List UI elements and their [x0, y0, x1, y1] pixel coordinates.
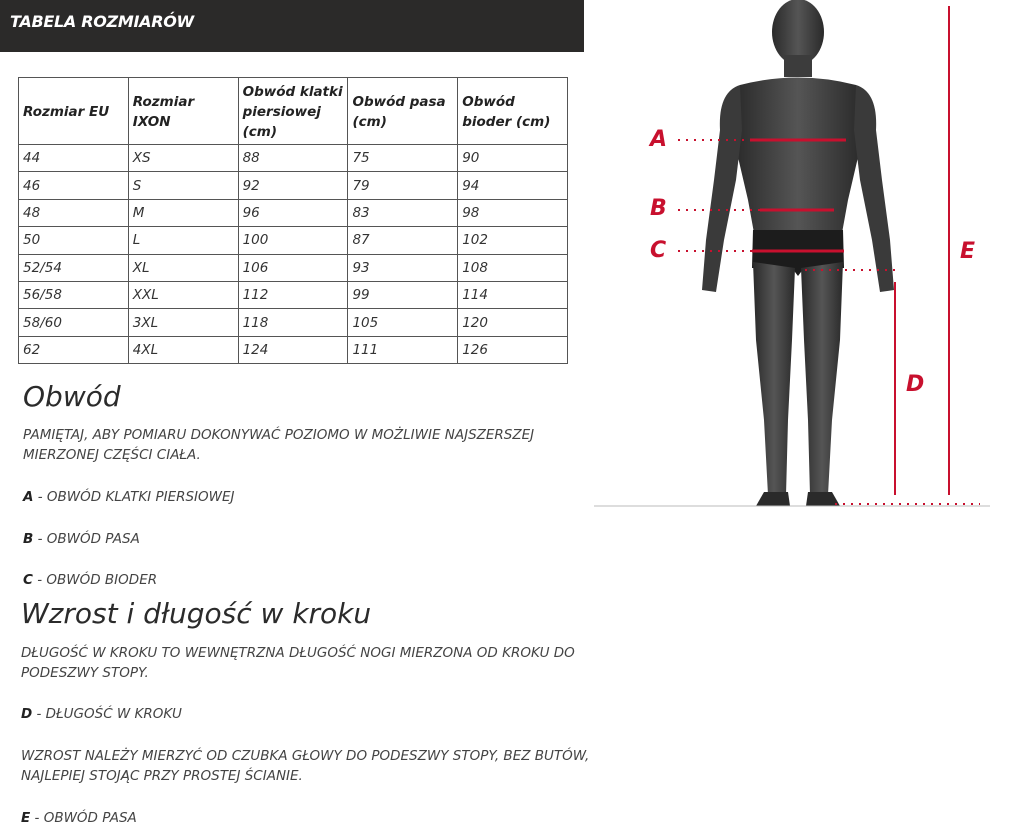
body-measurement-figure	[590, 0, 1031, 520]
column-header-eu-size: Rozmiar EU	[19, 78, 129, 145]
section-title-obwod: Obwód	[23, 380, 121, 413]
legend-text-a: - OBWÓD KLATKI PIERSIOWEJ	[33, 489, 235, 505]
table-cell: 46	[19, 172, 129, 199]
neck-shape	[784, 55, 812, 77]
label-a: A	[650, 127, 668, 152]
table-row	[19, 309, 568, 336]
table-cell: 44	[19, 145, 129, 172]
table-cell: XS	[128, 145, 238, 172]
table-cell: 58/60	[19, 309, 129, 336]
page-title: TABELA ROZMIARÓW	[10, 12, 194, 31]
table-cell: 4XL	[128, 336, 238, 363]
label-b: B	[650, 196, 667, 221]
table-row	[19, 281, 568, 308]
table-cell: 111	[348, 336, 458, 363]
table-cell: XL	[128, 254, 238, 281]
legend-item-c	[23, 570, 157, 590]
table-cell: 106	[238, 254, 348, 281]
table-cell: 56/58	[19, 281, 129, 308]
left-foot-shape	[756, 492, 790, 506]
table-row	[19, 227, 568, 254]
legend-item-b	[23, 529, 140, 549]
table-cell: 99	[348, 281, 458, 308]
table-cell: 48	[19, 199, 129, 226]
legend-letter-b: B	[23, 531, 34, 547]
legend-letter-e: E	[21, 810, 31, 826]
section-title-wzrost: Wzrost i długość w kroku	[21, 597, 372, 630]
legend-letter-c: C	[23, 572, 33, 588]
size-table	[18, 77, 568, 364]
column-header-ixon-size: Rozmiar IXON	[128, 78, 238, 145]
table-row	[19, 336, 568, 363]
table-cell: 79	[348, 172, 458, 199]
table-cell: 93	[348, 254, 458, 281]
table-cell: 118	[238, 309, 348, 336]
table-cell: S	[128, 172, 238, 199]
legend-text-e: - OBWÓD PASA	[30, 810, 137, 826]
legend-item-a	[23, 487, 235, 507]
table-row	[19, 254, 568, 281]
legend-letter-a: A	[23, 489, 34, 505]
legend-text-d: - DŁUGOŚĆ W KROKU	[32, 706, 182, 722]
table-cell: 92	[238, 172, 348, 199]
label-d: D	[906, 372, 925, 397]
legend-item-d	[21, 704, 182, 724]
left-leg-shape	[753, 262, 795, 495]
table-cell: 3XL	[128, 309, 238, 336]
table-cell: 94	[458, 172, 568, 199]
table-row	[19, 145, 568, 172]
column-header-chest: Obwód klatki piersiowej (cm)	[238, 78, 348, 145]
right-leg-shape	[801, 262, 843, 495]
table-row	[19, 172, 568, 199]
table-cell: 83	[348, 199, 458, 226]
table-cell: 50	[19, 227, 129, 254]
right-foot-shape	[806, 492, 840, 506]
table-cell: 126	[458, 336, 568, 363]
table-cell: 62	[19, 336, 129, 363]
table-row	[19, 199, 568, 226]
table-cell: 98	[458, 199, 568, 226]
legend-text-c: - OBWÓD BIODER	[32, 572, 158, 588]
table-cell: 88	[238, 145, 348, 172]
table-cell: 114	[458, 281, 568, 308]
left-arm-shape	[702, 85, 742, 292]
column-header-hips: Obwód bioder (cm)	[458, 78, 568, 145]
table-cell: M	[128, 199, 238, 226]
table-cell: 102	[458, 227, 568, 254]
table-cell: L	[128, 227, 238, 254]
table-cell: XXL	[128, 281, 238, 308]
torso-shape	[734, 78, 862, 256]
table-header-row	[19, 78, 568, 145]
table-cell: 120	[458, 309, 568, 336]
table-cell: 105	[348, 309, 458, 336]
wzrost-note-height: WZROST NALEŻY MIERZYĆ OD CZUBKA GŁOWY DO PODESZWY STOPY, BEZ BUTÓW, NAJLEPIEJ STOJĄC PRZY PROSTEJ ŚCIANIE.	[21, 748, 590, 784]
legend-text-b: - OBWÓD PASA	[33, 531, 140, 547]
table-cell: 108	[458, 254, 568, 281]
table-cell: 124	[238, 336, 348, 363]
table-cell: 52/54	[19, 254, 129, 281]
wzrost-note-inseam: DŁUGOŚĆ W KROKU TO WEWNĘTRZNA DŁUGOŚĆ NOGI MIERZONA OD KROKU DO PODESZWY STOPY.	[21, 645, 575, 681]
table-cell: 75	[348, 145, 458, 172]
legend-item-e	[21, 808, 137, 828]
legend-letter-d: D	[21, 706, 33, 722]
label-c: C	[650, 238, 667, 263]
table-cell: 90	[458, 145, 568, 172]
label-e: E	[960, 239, 976, 264]
column-header-waist: Obwód pasa (cm)	[348, 78, 458, 145]
right-arm-shape	[854, 85, 894, 292]
table-cell: 96	[238, 199, 348, 226]
header-bar	[0, 0, 584, 52]
table-cell: 100	[238, 227, 348, 254]
table-cell: 112	[238, 281, 348, 308]
obwod-note: PAMIĘTAJ, ABY POMIARU DOKONYWAĆ POZIOMO W MOŻLIWIE NAJSZERSZEJ MIERZONEJ CZĘŚCI CIAŁA.	[23, 427, 535, 463]
table-cell: 87	[348, 227, 458, 254]
